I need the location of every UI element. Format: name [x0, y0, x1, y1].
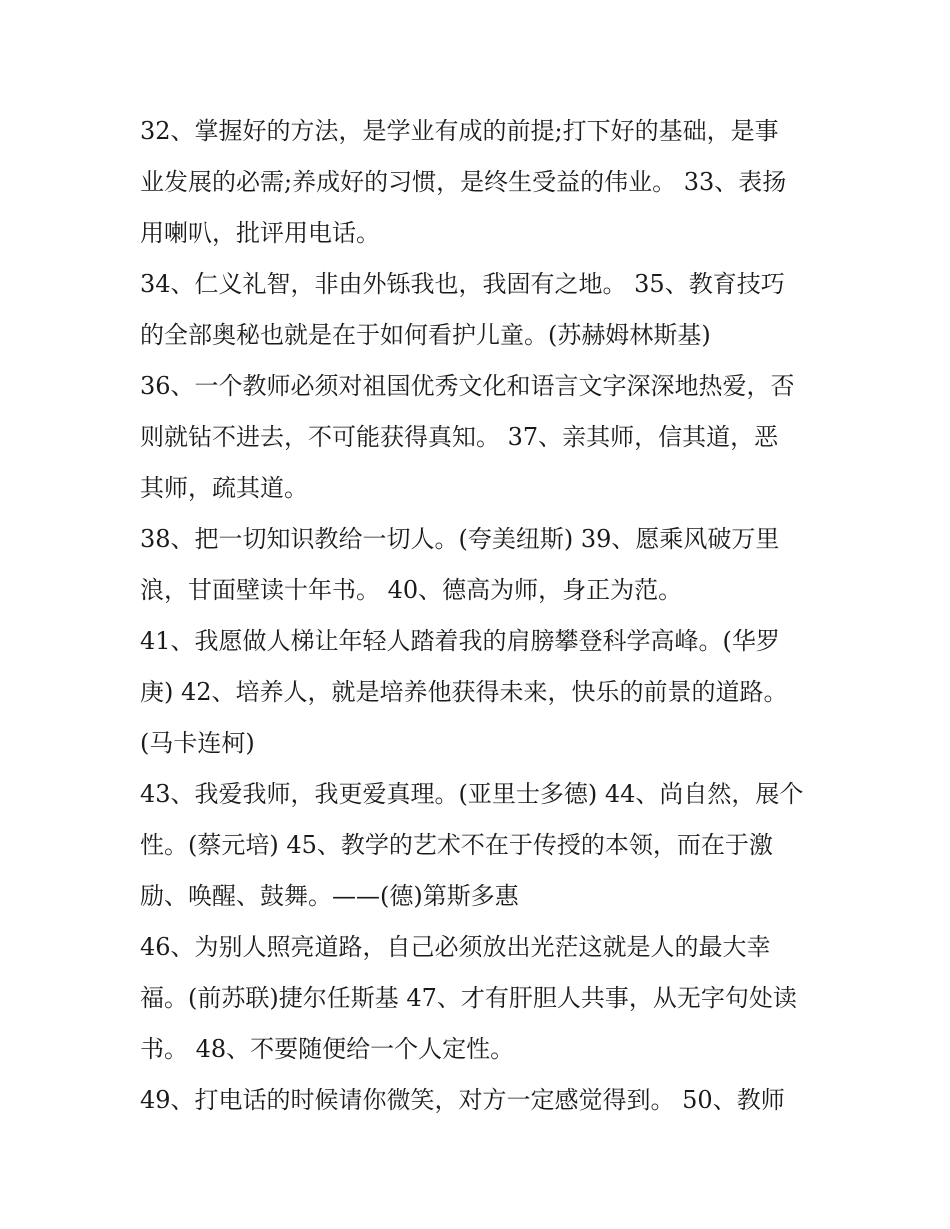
text-line: 则就钻不进去，不可能获得真知。 37、亲其师，信其道，恶: [140, 423, 779, 451]
text-line: 书。 48、不要随便给一个人定性。: [140, 1035, 515, 1063]
text-line: 36、一个教师必须对祖国优秀文化和语言文字深深地热爱，否: [140, 372, 795, 400]
text-line: 性。(蔡元培) 45、教学的艺术不在于传授的本领，而在于激: [140, 831, 773, 859]
text-line: 41、我愿做人梯让年轻人踏着我的肩膀攀登科学高峰。(华罗: [140, 627, 780, 655]
paragraph-41-42: [140, 616, 820, 769]
text-line: 福。(前苏联)捷尔任斯基 47、才有肝胆人共事，从无字句处读: [140, 984, 797, 1012]
paragraph-32-33: [140, 106, 820, 259]
text-line: 其师，疏其道。: [140, 474, 308, 502]
paragraph-46-48: [140, 922, 820, 1075]
text-line: 的全部奥秘也就是在于如何看护儿童。(苏赫姆林斯基): [140, 321, 711, 349]
text-line: 励、唤醒、鼓舞。——(德)第斯多惠: [140, 882, 519, 910]
text-line: 46、为别人照亮道路，自己必须放出光茫这就是人的最大幸: [140, 933, 771, 961]
paragraph-38-40: [140, 514, 820, 616]
text-line: 38、把一切知识教给一切人。(夸美纽斯) 39、愿乘风破万里: [140, 525, 780, 553]
text-line: 34、仁义礼智，非由外铄我也，我固有之地。 35、教育技巧: [140, 270, 785, 298]
text-line: (马卡连柯): [140, 729, 255, 757]
paragraph-43-45: [140, 769, 820, 922]
paragraph-34-35: [140, 259, 820, 361]
text-line: 用喇叭，批评用电话。: [140, 219, 380, 247]
text-line: 浪，甘面壁读十年书。 40、德高为师，身正为范。: [140, 576, 683, 604]
paragraph-49-50: [140, 1075, 820, 1126]
text-line: 庚) 42、培养人，就是培养他获得未来，快乐的前景的道路。: [140, 678, 788, 706]
text-line: 业发展的必需;养成好的习惯，是终生受益的伟业。 33、表扬: [140, 168, 787, 196]
text-line: 43、我爱我师，我更爱真理。(亚里士多德) 44、尚自然，展个: [140, 780, 804, 808]
document-body: [140, 106, 820, 1126]
text-line: 32、掌握好的方法，是学业有成的前提;打下好的基础，是事: [140, 117, 779, 145]
text-line: 49、打电话的时候请你微笑，对方一定感觉得到。 50、教师: [140, 1086, 785, 1114]
paragraph-36-37: [140, 361, 820, 514]
